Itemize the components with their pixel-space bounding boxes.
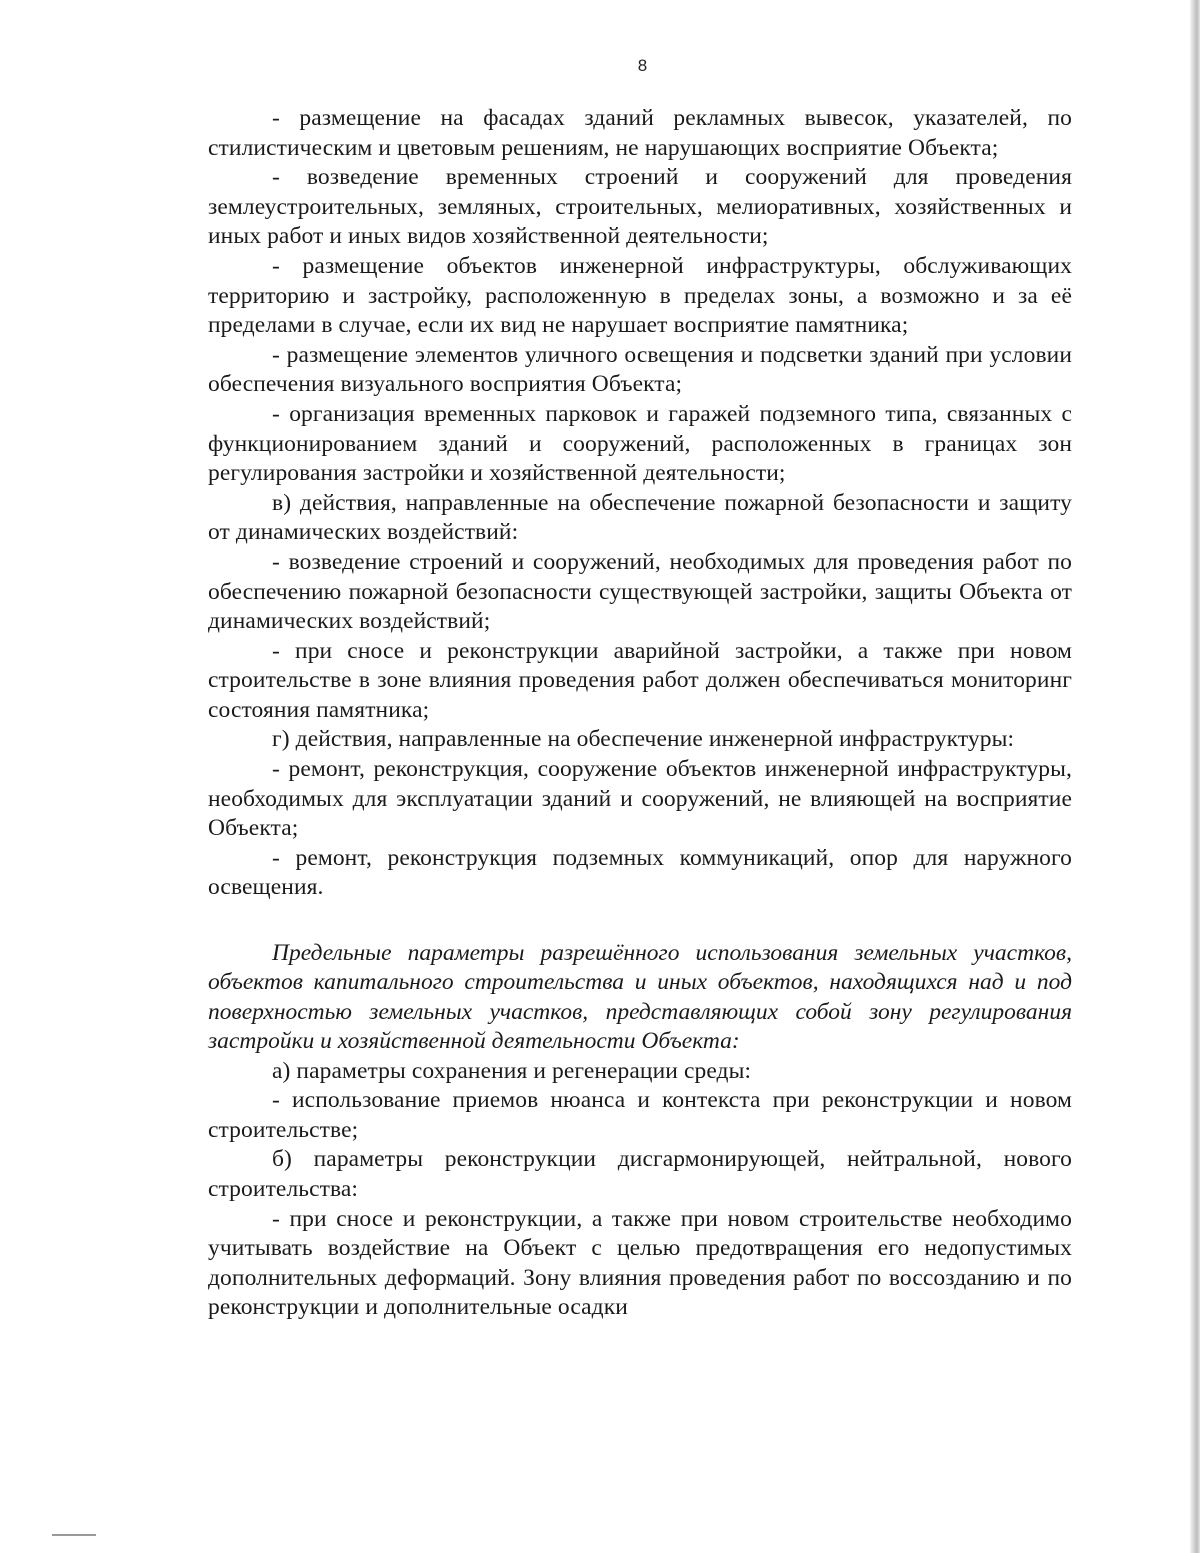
paragraph-deformation-impact: - при сносе и реконструкции, а также при новом строительстве необходимо учитывать воздействие на Объект с целью предотвращения его недопустимых дополнительных деформаций. Зону влияния проведения работ по воссозданию и по реконструкции и дополнительные осадки bbox=[208, 1205, 1072, 1321]
paragraph-infrastructure-repair: - ремонт, реконструкция, сооружение объектов инженерной инфраструктуры, необходимых для эксплуатации зданий и сооружений, не влияющей на восприятие Объекта; bbox=[208, 756, 1072, 842]
scan-page-edge bbox=[1190, 0, 1200, 1553]
paragraph-item-b-reconstruction: б) параметры реконструкции дисгармонирующей, нейтральной, нового строительства: bbox=[208, 1146, 1072, 1203]
document-body bbox=[208, 104, 1072, 1323]
paragraph-temporary-parking: - организация временных парковок и гаражей подземного типа, связанных с функционированием зданий и сооружений, расположенных в границах зон регулирования застройки и хозяйственной деятельности; bbox=[208, 400, 1072, 487]
paragraph-item-g-infrastructure: г) действия, направленные на обеспечение инженерной инфраструктуры: bbox=[272, 726, 1015, 753]
paragraph-signage: - размещение на фасадах зданий рекламных вывесок, указателей, по стилистическим и цветовым решениям, не нарушающих восприятие Объекта; bbox=[208, 105, 1072, 161]
section-spacer bbox=[208, 903, 1072, 939]
paragraph-underground-utilities: - ремонт, реконструкция подземных коммуникаций, опор для наружного освещения. bbox=[208, 844, 1072, 901]
section-heading: Предельные параметры разрешённого использования земельных участков, объектов капитального строительства и иных объектов, находящихся над и под поверхностью земельных участков, представляющих собой зону регулирования застройки и хозяйственной деятельности Объекта: bbox=[208, 940, 1072, 1055]
paragraph-engineering-infrastructure: - размещение объектов инженерной инфраструктуры, обслуживающих территорию и застройку, расположенную в пределах зоны, а возможно и за её пределами в случае, если их вид не нарушает восприятие памятника; bbox=[208, 252, 1072, 339]
paragraph-item-a-environment: а) параметры сохранения и регенерации среды: bbox=[272, 1057, 752, 1084]
paragraph-nuance-context: - использование приемов нюанса и контекста при реконструкции и новом строительстве; bbox=[208, 1087, 1072, 1143]
paragraph-temporary-structures: - возведение временных строений и сооружений для проведения землеустроительных, земляных, строительных, мелиоративных, хозяйственных и иных работ и иных видов хозяйственной деятельности; bbox=[208, 164, 1072, 250]
paragraph-monitoring: - при сносе и реконструкции аварийной застройки, а также при новом строительстве в зоне влияния проведения работ должен обеспечиваться мониторинг состояния памятника; bbox=[208, 637, 1072, 723]
paragraph-fire-safety-structures: - возведение строений и сооружений, необходимых для проведения работ по обеспечению пожарной безопасности существующей застройки, защиты Объекта от динамических воздействий; bbox=[208, 548, 1072, 635]
scan-margin-mark bbox=[52, 1534, 96, 1536]
page-number: 8 bbox=[637, 56, 648, 75]
paragraph-street-lighting: - размещение элементов уличного освещения и подсветки зданий при условии обеспечения визуального восприятия Объекта; bbox=[208, 341, 1072, 398]
paragraph-item-v-fire-safety: в) действия, направленные на обеспечение пожарной безопасности и защиту от динамических воздействий: bbox=[208, 489, 1072, 546]
